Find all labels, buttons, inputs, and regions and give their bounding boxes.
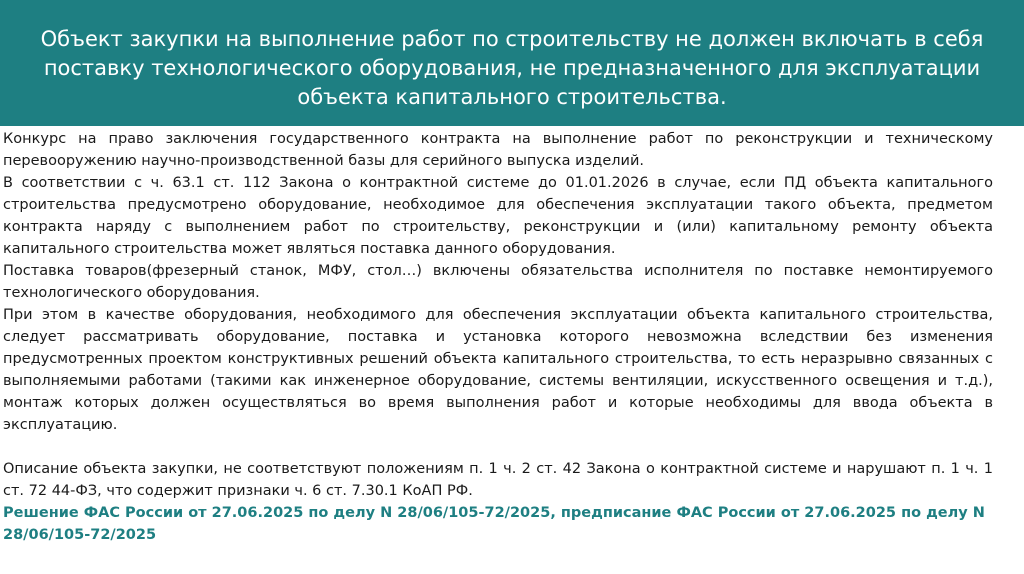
slide-title: Объект закупки на выполнение работ по строительству не должен включать в себя поставку технологического оборудования, не предназначенного для эксплуатации объекта капитального строительства. [40, 26, 984, 109]
paragraph-violation: Описание объекта закупки, не соответствуют положениям п. 1 ч. 2 ст. 42 Закона о контрактной системе и нарушают п. 1 ч. 1 ст. 72 44-ФЗ, что содержит признаки ч. 6 ст. 7.30.1 КоАП РФ. [3, 461, 993, 499]
paragraph-equipment-definition: При этом в качестве оборудования, необходимого для обеспечения эксплуатации объекта капитального строительства, следует рассматривать оборудование, поставка и установка которого невозможна вследствии без изменения предусмотренных проектом конструктивных решений объекта капитального строительства, то есть неразрывно связанных с выполняемыми работами (такими как инженерное оборудование, системы вентиляции, искусственного освещения и т.д.), монтаж которых должен осуществляться во время выполнения работ и которые необходимы для ввода объекта в эксплуатацию. [3, 307, 993, 433]
fas-decision-reference: Решение ФАС России от 27.06.2025 по делу N 28/06/105-72/2025, предписание ФАС России от 27.06.2025 по делу N 28/06/105-72/2025 [3, 505, 985, 543]
paragraph-contest: Конкурс на право заключения государственного контракта на выполнение работ по реконструкции и техническому перевооружению научно-производственной базы для серийного выпуска изделий. [3, 131, 993, 169]
title-banner [0, 0, 1024, 126]
slide-body [3, 128, 993, 546]
paragraph-spacer [3, 436, 993, 458]
paragraph-law-reference: В соответствии с ч. 63.1 ст. 112 Закона о контрактной системе до 01.01.2026 в случае, если ПД объекта капитального строительства предусмотрено оборудование, необходимое для обеспечения эксплуатации такого объекта, предметом контракта наряду с выполнением работ по строительству, реконструкции и (или) капитальному ремонту объекта капитального строительства может являться поставка данного оборудования. [3, 175, 993, 257]
paragraph-goods-supply: Поставка товаров(фрезерный станок, МФУ, стол…) включены обязательства исполнителя по поставке немонтируемого технологического оборудования. [3, 263, 993, 301]
